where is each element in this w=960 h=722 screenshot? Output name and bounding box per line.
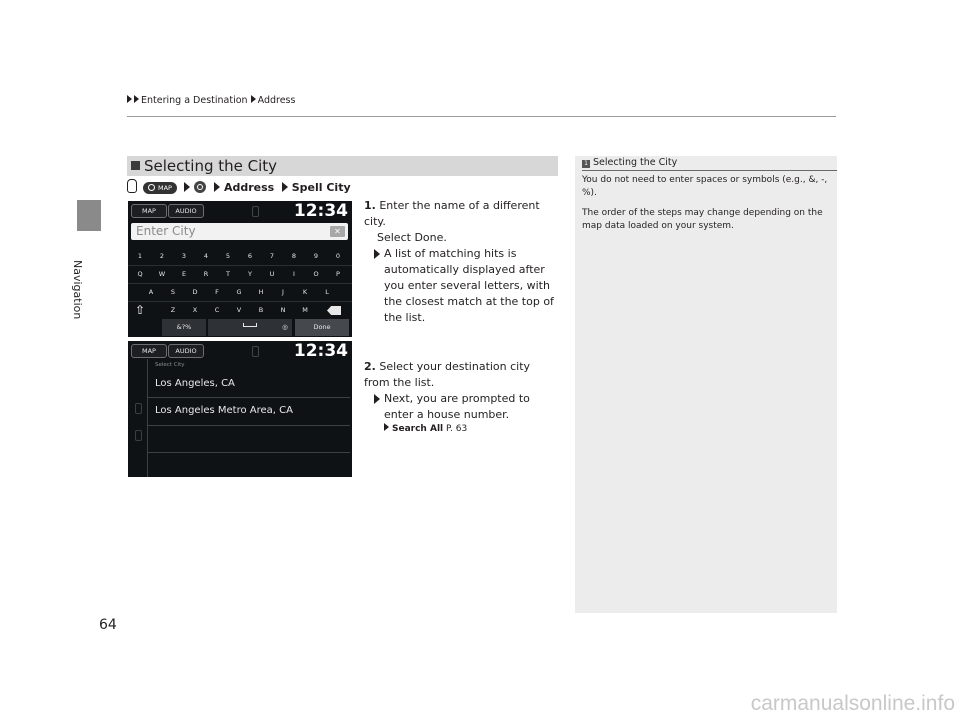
map-button[interactable]: MAP xyxy=(131,204,167,218)
backspace-icon[interactable] xyxy=(327,306,341,315)
shift-key-icon[interactable]: ⇧ xyxy=(134,303,146,317)
keyboard-row-z xyxy=(128,301,352,319)
key[interactable]: X xyxy=(192,306,198,314)
key[interactable]: C xyxy=(214,306,220,314)
home-icon xyxy=(127,179,137,193)
key[interactable]: O xyxy=(313,270,319,278)
result-arrow-icon xyxy=(374,249,380,259)
keyboard-row-q xyxy=(128,265,352,283)
map-button[interactable]: MAP xyxy=(131,344,167,358)
key[interactable]: Y xyxy=(248,270,252,278)
square-bullet-icon xyxy=(131,161,140,170)
key[interactable]: W xyxy=(158,270,166,278)
scroll-down-icon[interactable] xyxy=(135,430,142,441)
screenshot-city-list xyxy=(128,341,352,477)
scroll-up-icon[interactable] xyxy=(135,403,142,414)
keyboard-row-numbers xyxy=(128,247,352,265)
note-rule xyxy=(582,170,837,171)
key[interactable]: F xyxy=(215,288,219,296)
key[interactable]: 7 xyxy=(269,252,275,260)
clock: 12:34 xyxy=(293,201,348,221)
step-1: 1. Enter the name of a different city. Select Done. A list of matching hits is automatically displayed after you enter several letters, with the closest match at the top of the list. xyxy=(364,199,554,324)
list-heading: Select City xyxy=(155,362,185,368)
key[interactable]: 0 xyxy=(335,252,341,260)
menu-path-item: Address xyxy=(223,181,275,194)
done-button[interactable]: Done xyxy=(295,319,349,336)
key[interactable]: 2 xyxy=(159,252,165,260)
clear-button[interactable]: ✕ xyxy=(330,226,345,237)
gps-icon xyxy=(252,206,259,217)
map-button-icon: MAP xyxy=(143,182,177,194)
breadcrumb-arrow-icon xyxy=(127,95,132,103)
note-paragraph: You do not need to enter spaces or symbols (e.g., &, -, %). xyxy=(582,175,828,198)
list-item[interactable]: Los Angeles Metro Area, CA xyxy=(155,405,293,416)
key[interactable]: 4 xyxy=(203,252,209,260)
result-arrow-icon xyxy=(374,394,380,404)
key[interactable]: 8 xyxy=(291,252,297,260)
clock: 12:34 xyxy=(293,341,348,361)
breadcrumb-item: Entering a Destination xyxy=(141,95,248,106)
space-icon xyxy=(243,323,257,327)
key[interactable]: A xyxy=(148,288,154,296)
key[interactable]: 5 xyxy=(225,252,231,260)
key[interactable]: L xyxy=(325,288,329,296)
key[interactable]: S xyxy=(170,288,176,296)
key[interactable]: D xyxy=(192,288,198,296)
gps-icon xyxy=(252,346,259,357)
key[interactable]: G xyxy=(236,288,242,296)
section-title: Selecting the City xyxy=(131,156,277,176)
note-paragraph: The order of the steps may change depending on the map data loaded on your system. xyxy=(582,208,823,231)
search-icon xyxy=(194,181,206,193)
key[interactable]: K xyxy=(302,288,308,296)
key[interactable]: B xyxy=(258,306,264,314)
breadcrumb-arrow-icon xyxy=(134,95,139,103)
key[interactable]: M xyxy=(302,306,308,314)
symbols-key[interactable]: &?% xyxy=(162,319,206,336)
breadcrumb-item: Address xyxy=(257,95,296,106)
key[interactable]: 1 xyxy=(137,252,143,260)
key[interactable]: 6 xyxy=(247,252,253,260)
path-arrow-icon xyxy=(214,182,220,192)
city-input-placeholder: Enter City xyxy=(136,224,196,238)
key[interactable]: J xyxy=(282,288,284,296)
screen-top-bar xyxy=(128,341,352,359)
cross-reference[interactable]: Search All P. 63 xyxy=(364,423,559,436)
key[interactable]: N xyxy=(280,306,286,314)
key[interactable]: I xyxy=(293,270,295,278)
voice-icon[interactable]: ◎ xyxy=(282,323,288,331)
key[interactable]: P xyxy=(336,270,340,278)
audio-button[interactable]: AUDIO xyxy=(168,344,204,358)
key[interactable]: V xyxy=(236,306,242,314)
watermark: carmanualsonline.info xyxy=(750,692,955,715)
key[interactable]: 9 xyxy=(313,252,319,260)
list-divider xyxy=(148,397,350,398)
path-arrow-icon xyxy=(282,182,288,192)
page-number: 64 xyxy=(99,617,117,633)
note-icon: 1 xyxy=(582,160,590,168)
screenshot-city-keyboard xyxy=(128,201,352,337)
list-divider xyxy=(148,425,350,426)
audio-button[interactable]: AUDIO xyxy=(168,204,204,218)
key[interactable]: E xyxy=(181,270,187,278)
key[interactable]: 3 xyxy=(181,252,187,260)
breadcrumb-arrow-icon xyxy=(251,95,256,103)
header-rule xyxy=(127,116,836,117)
cross-reference-icon xyxy=(384,423,389,431)
city-input[interactable] xyxy=(131,223,348,240)
path-arrow-icon xyxy=(184,182,190,192)
breadcrumb xyxy=(127,95,295,106)
key[interactable]: Q xyxy=(137,270,143,278)
list-divider xyxy=(148,452,350,453)
key[interactable]: R xyxy=(203,270,209,278)
chapter-side-label: Navigation xyxy=(71,260,84,320)
screen-top-bar xyxy=(128,201,352,219)
chapter-tab-marker xyxy=(77,200,101,231)
key[interactable]: Z xyxy=(170,306,176,314)
key[interactable]: H xyxy=(258,288,264,296)
list-item[interactable]: Los Angeles, CA xyxy=(155,378,235,389)
key[interactable]: T xyxy=(226,270,230,278)
note-body xyxy=(582,174,830,240)
menu-path-item: Spell City xyxy=(291,181,351,194)
step-2: 2. Select your destination city from the list. Next, you are prompted to enter a house number. Search All P. 63 xyxy=(364,359,559,436)
keyboard-row-a xyxy=(128,283,352,301)
procedure-steps xyxy=(364,198,559,436)
note-title: 1 Selecting the City xyxy=(582,157,677,169)
key[interactable]: U xyxy=(269,270,275,278)
list-side-strip xyxy=(128,359,148,477)
keyboard-bottom-row xyxy=(128,319,352,337)
menu-path xyxy=(127,179,351,196)
